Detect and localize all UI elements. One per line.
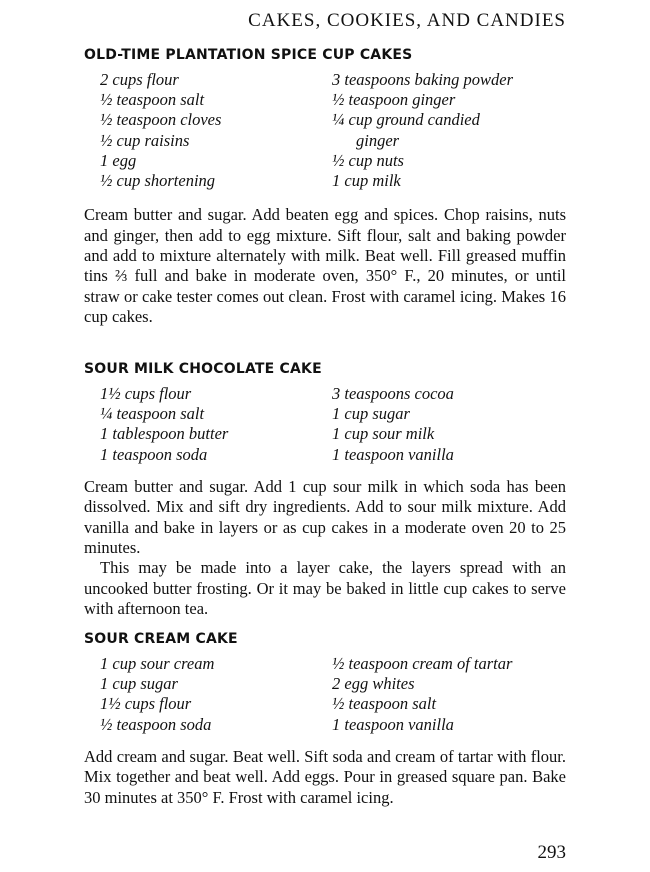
recipe-instructions: Cream butter and sugar. Add beaten egg and spices. Chop raisins, nuts and ginger, then add to egg mixture. Sift flour, salt and baking powder and add to mixture alternately with milk. Beat well. Fill greased muffin tins ⅔ full and bake in moderate oven, 350° F., 20 minutes, or until straw or cake tester comes out clean. Frost with caramel icing. Makes 16 cup cakes.: [84, 205, 566, 327]
ingredient: 1 cup milk: [332, 171, 401, 191]
ingredient: 1 cup sour milk: [332, 424, 435, 444]
ingredient: 3 teaspoons cocoa: [332, 384, 454, 403]
ingredient: ½ teaspoon cream of tartar: [332, 654, 513, 673]
recipe-spice-cup-cakes: [84, 46, 566, 328]
running-head: CAKES, COOKIES, AND CANDIES: [248, 10, 566, 31]
ingredient: 1 teaspoon soda: [100, 444, 208, 464]
ingredient: ½ teaspoon salt: [100, 90, 205, 110]
recipe-instructions: Add cream and sugar. Beat well. Sift soda and cream of tartar with flour. Mix together and beat well. Add eggs. Pour in greased square pan. Bake 30 minutes at 350° F. Frost with caramel icing.: [84, 746, 566, 807]
recipe-title: SOUR CREAM CAKE: [84, 631, 238, 647]
page-number: 293: [537, 842, 566, 863]
ingredient-list: [100, 654, 566, 735]
ingredient: 1 cup sugar: [100, 674, 178, 694]
ingredient: 2 cups flour: [100, 70, 179, 89]
ingredient: 3 teaspoons baking powder: [332, 70, 514, 89]
ingredient: 1 egg: [100, 150, 137, 170]
recipe-sour-milk-chocolate-cake: [84, 360, 566, 620]
ingredient: 1½ cups flour: [100, 384, 192, 403]
ingredient-list: [100, 384, 566, 465]
recipe-note: This may be made into a layer cake, the layers spread with an uncooked butter frosting. Or it may be baked in little cup cakes to serve with afternoon tea.: [84, 558, 566, 619]
recipe-sour-cream-cake: [84, 630, 566, 808]
ingredient: ½ teaspoon salt: [332, 694, 437, 714]
ingredient: 1½ cups flour: [100, 694, 192, 714]
ingredient: ½ cup raisins: [100, 130, 190, 150]
ingredient: 1 tablespoon butter: [100, 424, 229, 444]
ingredient: ½ teaspoon soda: [100, 714, 212, 734]
ingredient: ½ cup nuts: [332, 150, 404, 170]
ingredient: 1 cup sugar: [332, 404, 410, 424]
ingredient: ¼ teaspoon salt: [100, 404, 205, 424]
ingredient: 1 cup sour cream: [100, 654, 215, 673]
recipe-instructions: Cream butter and sugar. Add 1 cup sour milk in which soda has been dissolved. Mix and sift dry ingredients. Add to sour milk mixture. Add vanilla and bake in layers or as cup cakes in a moderate oven 20 to 25 minutes.: [84, 476, 566, 558]
ingredient-list: [100, 70, 566, 191]
recipe-title: OLD-TIME PLANTATION SPICE CUP CAKES: [84, 47, 413, 63]
ingredient: ½ cup shortening: [100, 171, 216, 191]
ingredient: 1 teaspoon vanilla: [332, 714, 454, 734]
ingredient-continuation: ginger: [356, 130, 400, 150]
ingredient: 2 egg whites: [332, 674, 415, 694]
ingredient: 1 teaspoon vanilla: [332, 444, 454, 464]
ingredient: ½ teaspoon cloves: [100, 110, 222, 130]
recipe-title: SOUR MILK CHOCOLATE CAKE: [84, 361, 322, 377]
ingredient: ¼ cup ground candied: [332, 110, 480, 130]
ingredient: ½ teaspoon ginger: [332, 90, 456, 110]
